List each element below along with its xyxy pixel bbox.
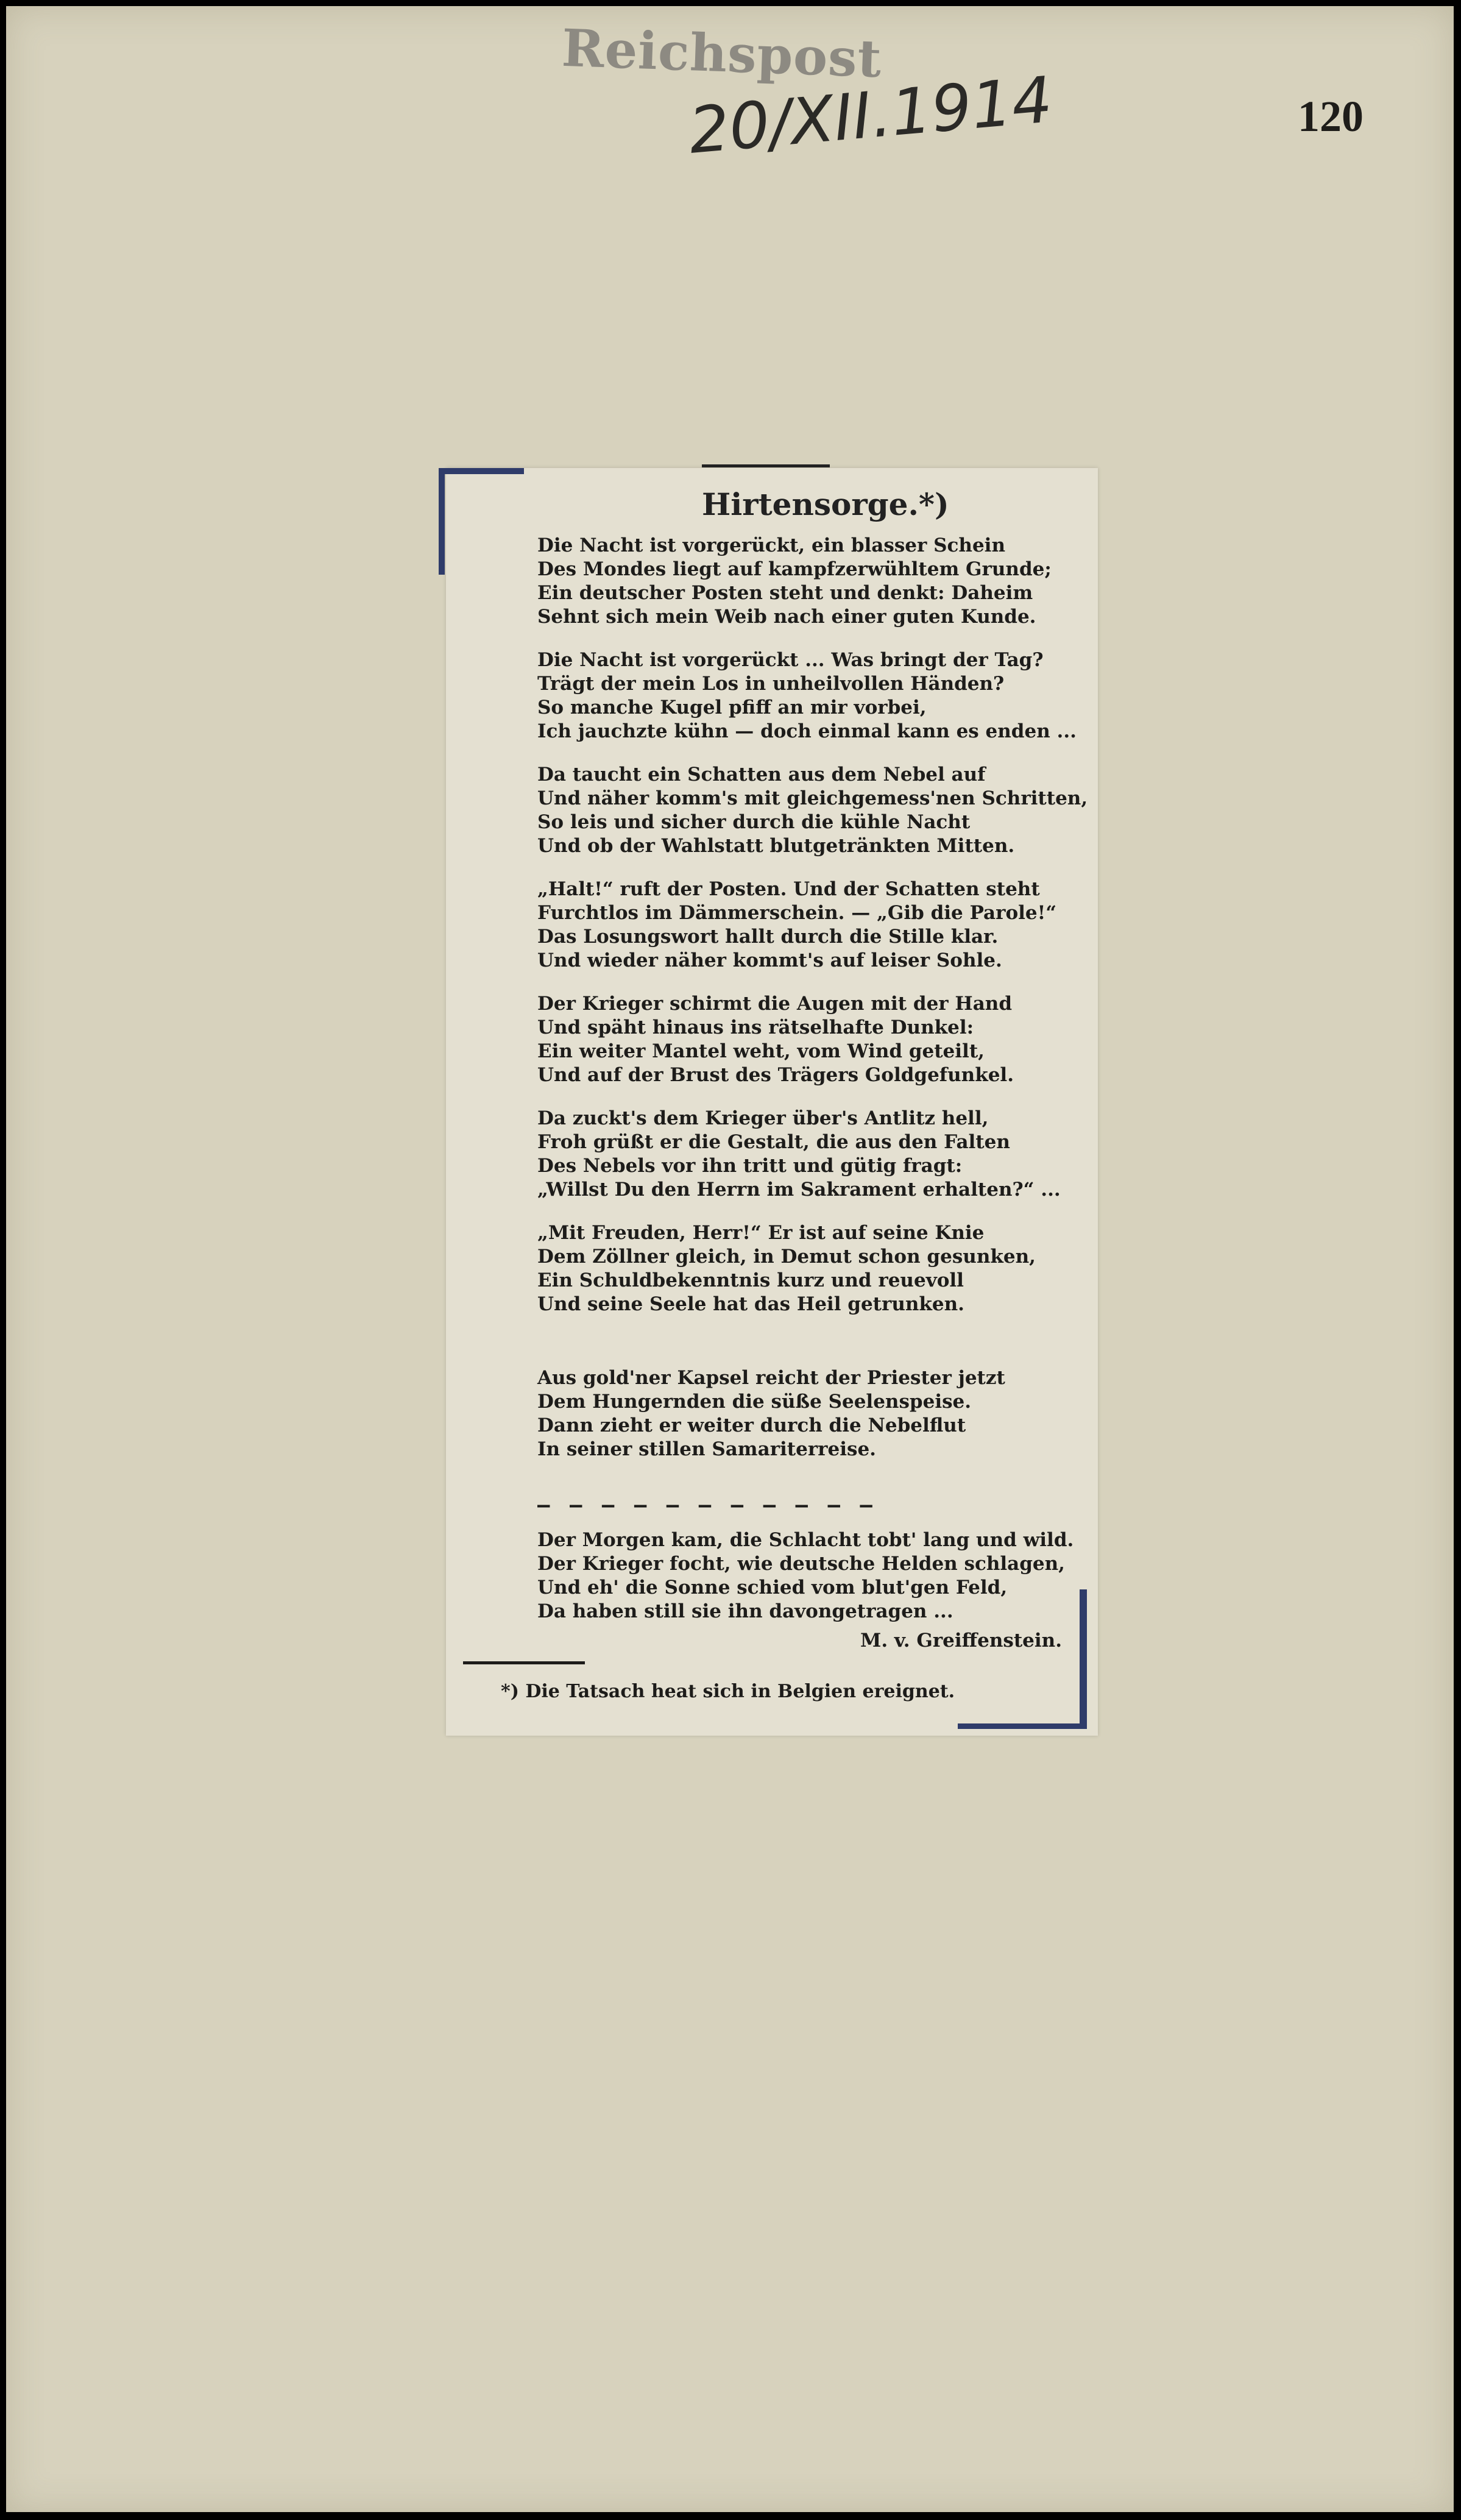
- poem-line: „Halt!“ ruft der Posten. Und der Schatten steht: [537, 878, 1040, 900]
- poem-line: Und näher komm's mit gleichgemess'nen Schritten,: [537, 787, 1088, 809]
- poem-line: Des Nebels vor ihn tritt und gütig fragt:: [537, 1155, 963, 1177]
- poem-line: So leis und sicher durch die kühle Nacht: [537, 811, 971, 833]
- poem-line: Dem Zöllner gleich, in Demut schon gesunken,: [537, 1246, 1036, 1268]
- section-separator: — — — — — — — — — — —: [537, 1493, 876, 1517]
- poem-line: Aus gold'ner Kapsel reicht der Priester jetzt: [537, 1367, 1005, 1389]
- poem-line: Der Krieger schirmt die Augen mit der Hand: [537, 993, 1013, 1015]
- blue-mark-top-left-horizontal: [439, 468, 524, 474]
- poem-line: „Willst Du den Herrn im Sakrament erhalten?“ ...: [537, 1179, 1061, 1201]
- poem-line: „Mit Freuden, Herr!“ Er ist auf seine Knie: [537, 1222, 985, 1244]
- blue-mark-bottom-right-vertical: [1080, 1589, 1087, 1723]
- poem-line: Furchtlos im Dämmerschein. — „Gib die Parole!“: [537, 902, 1057, 924]
- poem-line: So manche Kugel pfiff an mir vorbei,: [537, 697, 927, 719]
- poem-title: Hirtensorge.*): [702, 486, 949, 522]
- stanza-5: [537, 992, 1074, 1087]
- poem-line: Der Krieger focht, wie deutsche Helden schlagen,: [537, 1553, 1065, 1575]
- newspaper-clipping: [446, 468, 1098, 1736]
- poem-line: Froh grüßt er die Gestalt, die aus den Falten: [537, 1131, 1010, 1153]
- poem-line: Und ob der Wahlstatt blutgetränkten Mitten.: [537, 835, 1015, 857]
- blue-mark-top-left-vertical: [439, 468, 445, 575]
- poem-line: Des Mondes liegt auf kampfzerwühltem Grunde;: [537, 558, 1052, 580]
- poem-line: Das Losungswort hallt durch die Stille klar.: [537, 926, 999, 948]
- poem-line: Und späht hinaus ins rätselhafte Dunkel:: [537, 1017, 974, 1038]
- poem-line: Ich jauchzte kühn — doch einmal kann es enden ...: [537, 720, 1077, 742]
- poem-line: In seiner stillen Samariterreise.: [537, 1438, 876, 1460]
- poem-line: Trägt der mein Los in unheilvollen Händen?: [537, 673, 1005, 695]
- stanza-2: [537, 648, 1077, 744]
- footnote-rule: [463, 1661, 585, 1664]
- poem-line: Dem Hungernden die süße Seelenspeise.: [537, 1391, 972, 1413]
- blue-mark-bottom-right-horizontal: [958, 1723, 1087, 1729]
- stanza-7: [537, 1221, 1074, 1316]
- poem-line: Und auf der Brust des Trägers Goldgefunkel.: [537, 1064, 1014, 1086]
- title-rule: [702, 464, 830, 467]
- poem-line: Ein weiter Mantel weht, vom Wind geteilt,: [537, 1040, 985, 1062]
- source-stamp: Reichspost: [561, 17, 883, 90]
- stanza-3: [537, 763, 1088, 858]
- stanza-9: [537, 1528, 1074, 1624]
- poem-line: Dann zieht er weiter durch die Nebelflut: [537, 1414, 966, 1436]
- poem-line: Da zuckt's dem Krieger über's Antlitz hell,: [537, 1107, 989, 1129]
- poem-line: Ein Schuldbekenntnis kurz und reuevoll: [537, 1269, 964, 1291]
- poem-line: Da haben still sie ihn davongetragen ...: [537, 1600, 953, 1622]
- poem-line: Und wieder näher kommt's auf leiser Sohle.: [537, 949, 1002, 971]
- stanza-6: [537, 1107, 1074, 1202]
- author-signature: M. v. Greiffenstein.: [860, 1630, 1062, 1652]
- archive-sheet: [6, 6, 1454, 2512]
- poem-line: Und seine Seele hat das Heil getrunken.: [537, 1293, 964, 1315]
- handwritten-date: 20/XII.1914: [685, 62, 1055, 168]
- stanza-1: [537, 534, 1074, 629]
- poem-line: Sehnt sich mein Weib nach einer guten Kunde.: [537, 606, 1036, 628]
- stanza-4: [537, 878, 1074, 973]
- page-number: 120: [1298, 92, 1364, 141]
- poem-line: Die Nacht ist vorgerückt, ein blasser Schein: [537, 534, 1005, 556]
- poem-line: Der Morgen kam, die Schlacht tobt' lang und wild.: [537, 1529, 1074, 1551]
- footnote: *) Die Tatsach heat sich in Belgien ereignet.: [501, 1681, 955, 1702]
- poem-line: Die Nacht ist vorgerückt ... Was bringt der Tag?: [537, 649, 1044, 671]
- poem-line: Und eh' die Sonne schied vom blut'gen Feld,: [537, 1577, 1008, 1599]
- poem-line: Da taucht ein Schatten aus dem Nebel auf: [537, 764, 986, 786]
- stanza-8: [537, 1366, 1074, 1461]
- poem-line: Ein deutscher Posten steht und denkt: Daheim: [537, 582, 1033, 604]
